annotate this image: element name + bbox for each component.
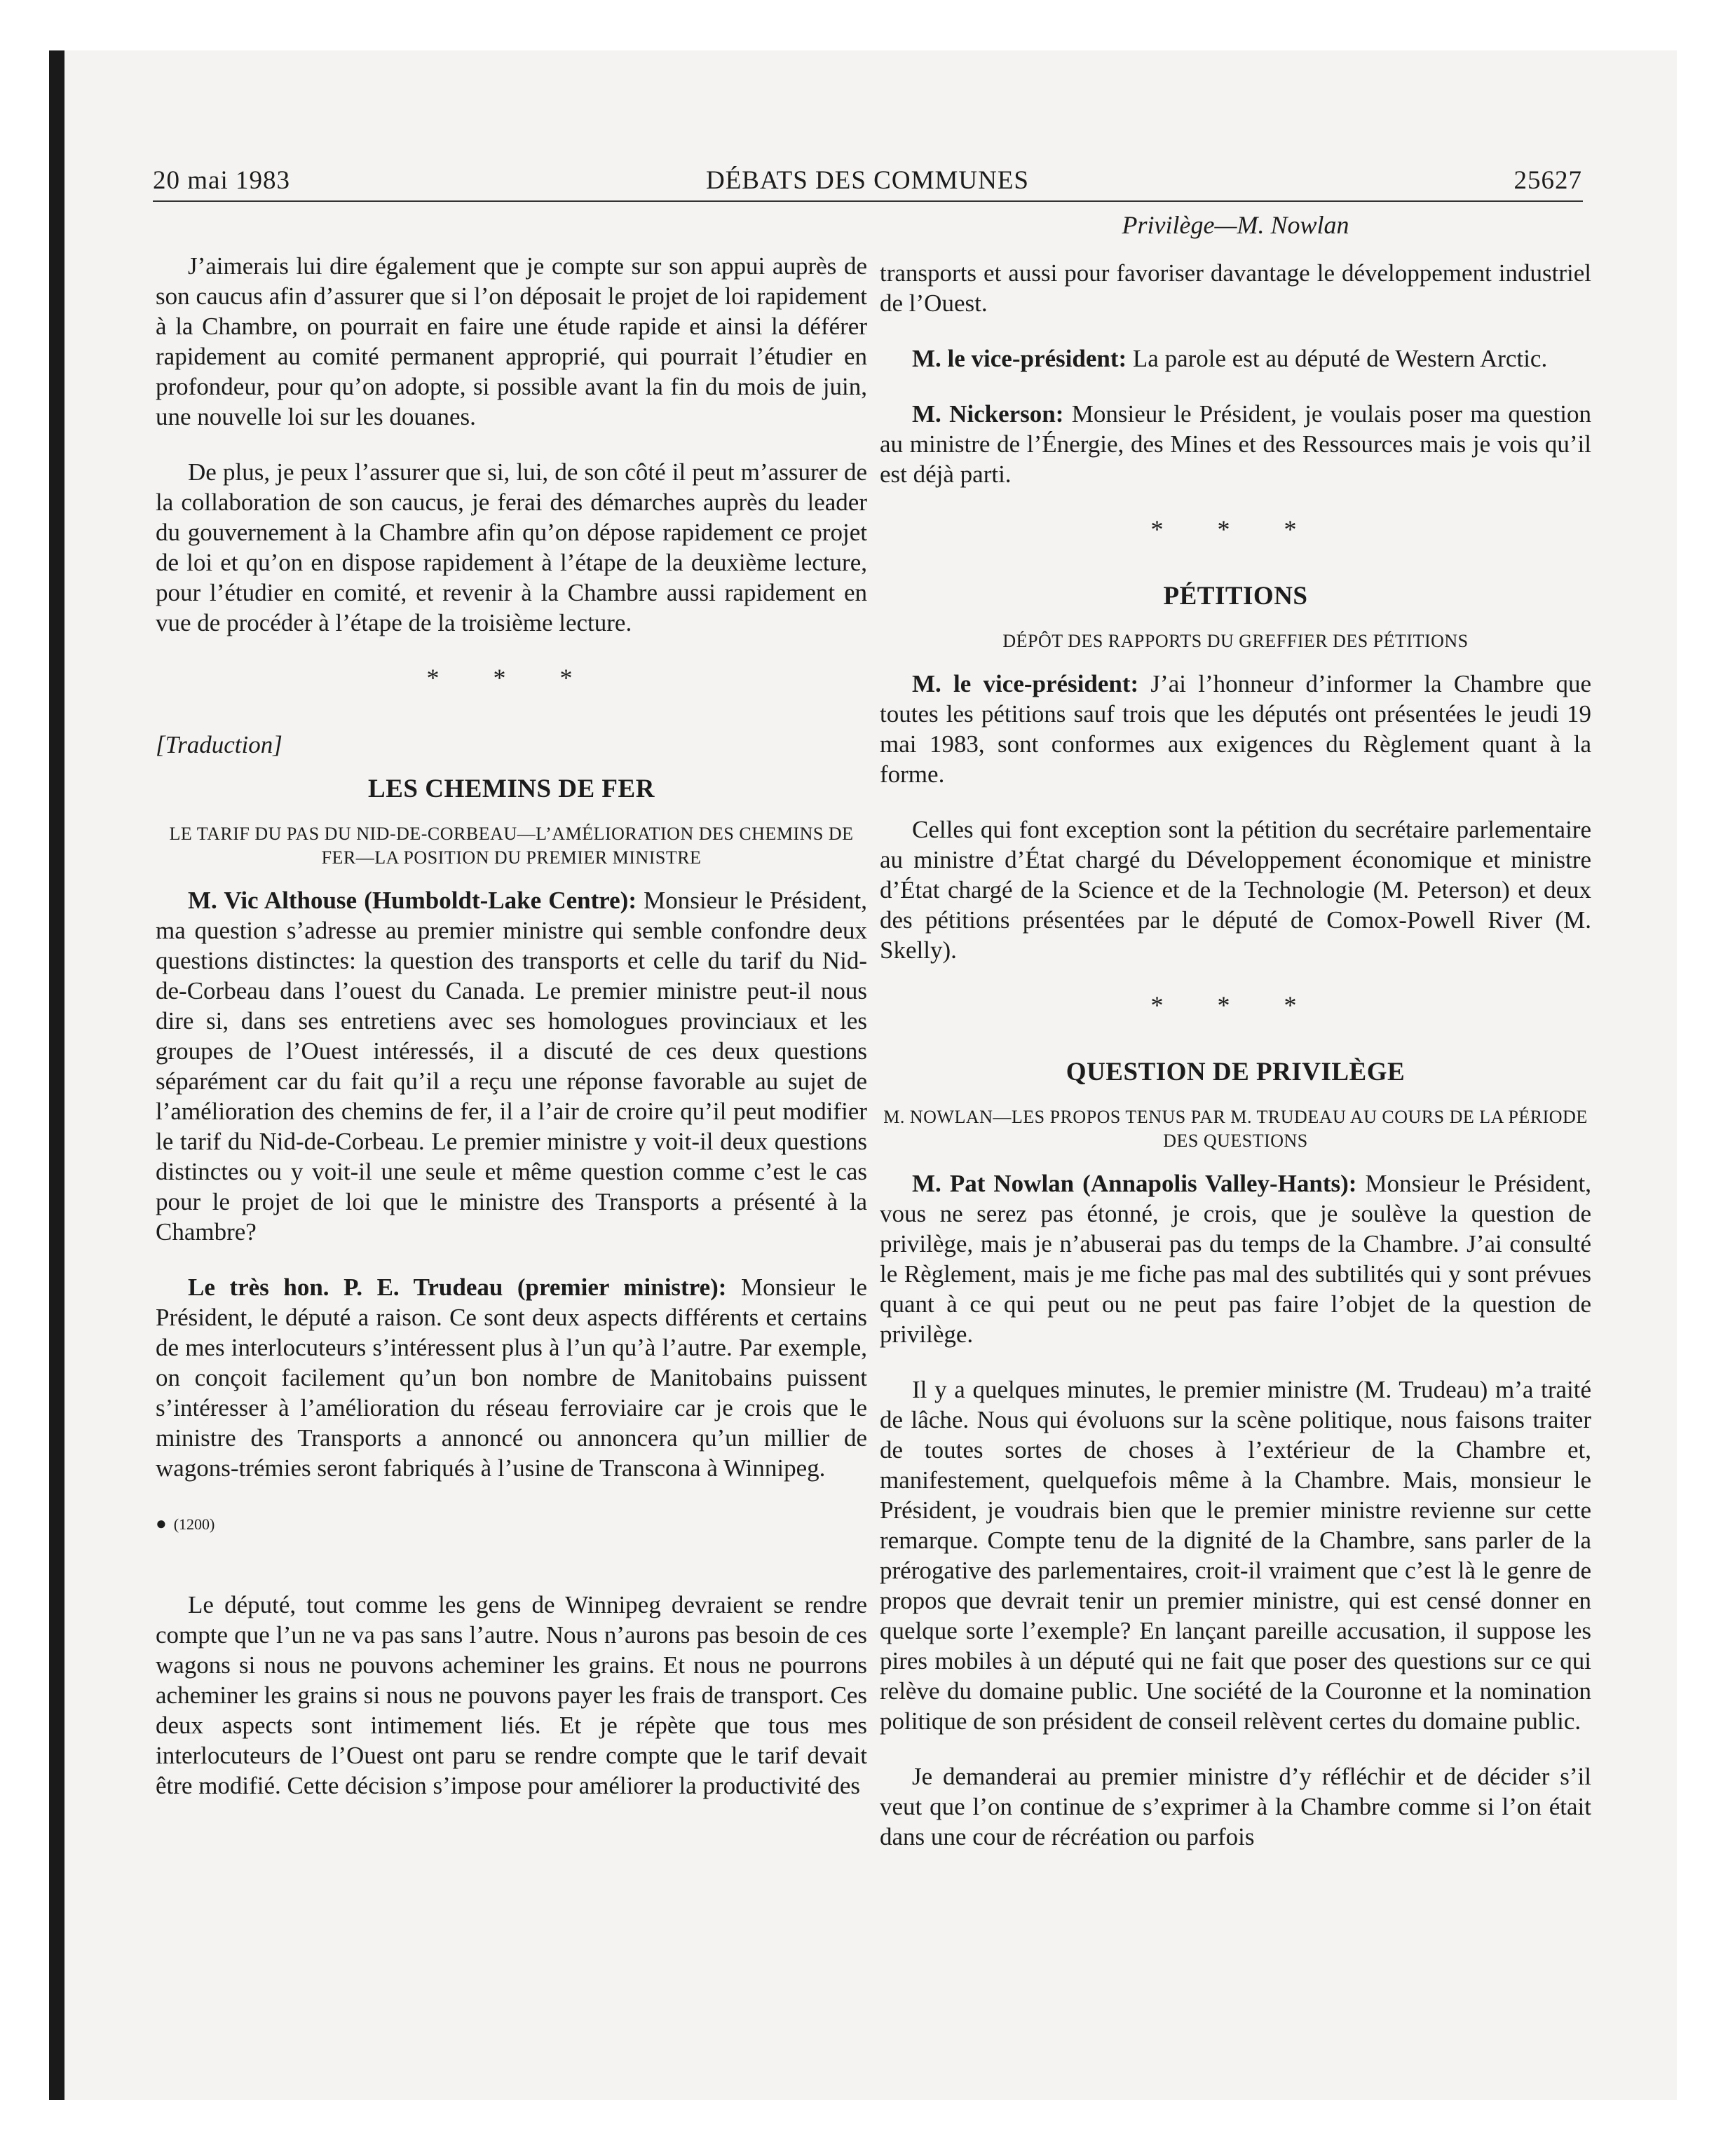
bullet-icon: ●: [156, 1513, 167, 1534]
section-subheading: M. NOWLAN—LES PROPOS TENUS PAR M. TRUDEAU AU COURS DE LA PÉRIODE DES QUESTIONS: [883, 1107, 1588, 1151]
section-heading: QUESTION DE PRIVILÈGE: [1066, 1058, 1406, 1086]
paragraph: Le député, tout comme les gens de Winnipeg devraient se rendre compte que l’un ne va pas sans l’autre. Nous n’aurons pas besoin de ces wagons si nous ne pouvons acheminer les grains. Et nous ne pourrons acheminer les grains si nous ne pouvons payer les frais de transport. Ces deux aspects sont intimement liés. Et je répète que tous mes interlocuteurs de l’Ouest ont paru se rendre compte que le tarif devait être modifié. Cette décision s’impose pour améliorer la productivité des: [156, 1591, 867, 1799]
paragraph: J’aimerais lui dire également que je compte sur son appui auprès de son caucus afin d’assurer que si l’on déposait le projet de loi rapidement à la Chambre, on pourrait en faire une étude rapide et ainsi la déférer rapidement au comité permanent approprié, qui pourrait l’étudier en profondeur, pour qu’on adopte, si possible avant la fin du mois de juin, une nouvelle loi sur les douanes.: [156, 252, 867, 430]
speech-paragraph: [880, 669, 1591, 789]
speaker-name: M. le vice-président:: [912, 345, 1127, 372]
scan-border: [49, 50, 64, 2100]
section-subheading: LE TARIF DU PAS DU NID-DE-CORBEAU—L’AMÉLIORATION DES CHEMINS DE FER—LA POSITION DU PREMIER MINISTRE: [169, 824, 854, 868]
speech-text: Monsieur le Président, vous ne serez pas étonné, je crois, que je soulève la question de privilège, mais je n’abuserai pas du temps de la Chambre. J’ai consulté le Règlement, mais je me fiche pas mal des subtilités qui y sont prévues quant à ce qui peut ou ne peut pas faire l’objet de la question de privilège.: [880, 1170, 1591, 1348]
paragraph: Il y a quelques minutes, le premier ministre (M. Trudeau) m’a traité de lâche. Nous qui évoluons sur la scène politique, nous faisons traiter de toutes sortes de choses à l’extérieur de la Chambre et, manifestement, quelquefois même à la Chambre. Mais, monsieur le Président, je voudrais bien que le premier ministre revienne sur cette remarque. Compte tenu de la dignité de la Chambre, sans parler de la prérogative des parlementaires, croit-il vraiment que c’est là le genre de propos que devrait tenir un premier ministre, qui est censé donner en quelque sorte l’exemple? En lançant pareille accusation, il suppose les pires mobiles à un député qui ne fait que poser des questions sur ce qui relève du domaine public. Une société de la Couronne et la nomination politique de son président de conseil relèvent certes du domaine public.: [880, 1376, 1591, 1735]
translation-note: [Traduction]: [156, 731, 283, 758]
speech-text: J’ai l’honneur d’informer la Chambre que toutes les pétitions sauf trois que les députés ont présentées le jeudi 19 mai 1983, sont conformes aux exigences du Règlement quant à la forme.: [880, 670, 1592, 788]
time-marker: ● (1200): [156, 1513, 215, 1534]
speech-paragraph: [156, 885, 867, 1247]
speaker-name: M. Nickerson:: [912, 400, 1064, 428]
speech-text: Monsieur le Président, ma question s’adresse au premier ministre qui semble confondre deux questions distinctes: la question des transports et celle du tarif du Nid-de-Corbeau dans l’ouest du Canada. Le premier ministre peut-il nous dire si, dans ses entretiens avec ses homologues provinciaux et les groupes de l’Ouest intéressés, il a discuté de ces deux questions séparément car du fait qu’il a reçu une réponse favorable au sujet de l’amélioration des chemins de fer, il a l’air de croire qu’il peut modifier le tarif du Nid-de-Corbeau. Le premier ministre y voit-il deux questions distinctes ou y voit-il une seule et même question comme c’est le cas pour le projet de loi que le ministre des Transports a présenté à la Chambre?: [156, 887, 867, 1246]
left-column: [156, 251, 867, 1826]
speech-text: Monsieur le Président, je voulais poser ma question au ministre de l’Énergie, des Mines et des Ressources mais je vois qu’il est déjà parti.: [880, 400, 1591, 488]
speech-paragraph: [880, 399, 1591, 489]
header-page-number: 25627: [1513, 166, 1582, 195]
paragraph: Celles qui font exception sont la pétition du secrétaire parlementaire au ministre d’État chargé du Développement économique et ministre d’État chargé de la Science et de la Technologie (M. Peterson) et deux des pétitions présentées par le député de Comox-Powell River (M. Skelly).: [880, 816, 1591, 964]
paragraph: De plus, je peux l’assurer que si, lui, de son côté il peut m’assurer de la collaboration de son caucus, je ferai des démarches auprès du leader du gouvernement à la Chambre afin qu’on dépose rapidement ce projet de loi et qu’on en dispose rapidement à l’étape de la deuxième lecture, pour l’étudier en comité, et revenir à la Chambre aussi rapidement en vue de procéder à l’étape de la troisième lecture.: [156, 458, 867, 636]
speech-text: Monsieur le Président, le député a raison. Ce sont deux aspects différents et certains de mes interlocuteurs s’intéressent plus à l’un qu’à l’autre. Par exemple, on conçoit facilement qu’un bon nombre de Manitobains puissent s’intéresser à l’amélioration du réseau ferroviaire car je crois que le ministre des Transports a annoncé ou annoncera qu’un millier de wagons-trémies seront fabriqués à l’usine de Transcona à Winnipeg.: [156, 1274, 867, 1482]
section-subheading: DÉPÔT DES RAPPORTS DU GREFFIER DES PÉTITIONS: [1002, 631, 1469, 651]
speech-paragraph: [880, 1168, 1591, 1349]
speaker-name: M. Pat Nowlan (Annapolis Valley-Hants):: [912, 1170, 1357, 1197]
speech-text: La parole est au député de Western Arctic.: [1127, 345, 1548, 372]
speaker-name: Le très hon. P. E. Trudeau (premier ministre):: [188, 1274, 727, 1301]
header-date: 20 mai 1983: [153, 166, 290, 195]
section-separator: * * *: [426, 664, 597, 692]
speech-paragraph: [880, 343, 1591, 374]
paragraph: transports et aussi pour favoriser davantage le développement industriel de l’Ouest.: [880, 259, 1591, 317]
speaker-name: M. Vic Althouse (Humboldt-Lake Centre):: [188, 887, 637, 914]
header-rule: [153, 200, 1583, 202]
section-separator: * * *: [1150, 991, 1321, 1019]
paragraph: Je demanderai au premier ministre d’y réfléchir et de décider s’il veut que l’on continue de s’exprimer à la Chambre comme si l’on était dans une cour de récréation ou parfois: [880, 1763, 1591, 1850]
right-column: [880, 258, 1591, 1877]
section-heading: LES CHEMINS DE FER: [368, 775, 655, 803]
running-head: Privilège—M. Nowlan: [1122, 211, 1349, 239]
speech-paragraph: [156, 1272, 867, 1483]
section-separator: * * *: [1150, 515, 1321, 543]
speaker-name: M. le vice-président:: [912, 670, 1139, 697]
section-heading: PÉTITIONS: [1163, 582, 1308, 610]
header-title: DÉBATS DES COMMUNES: [705, 166, 1029, 195]
